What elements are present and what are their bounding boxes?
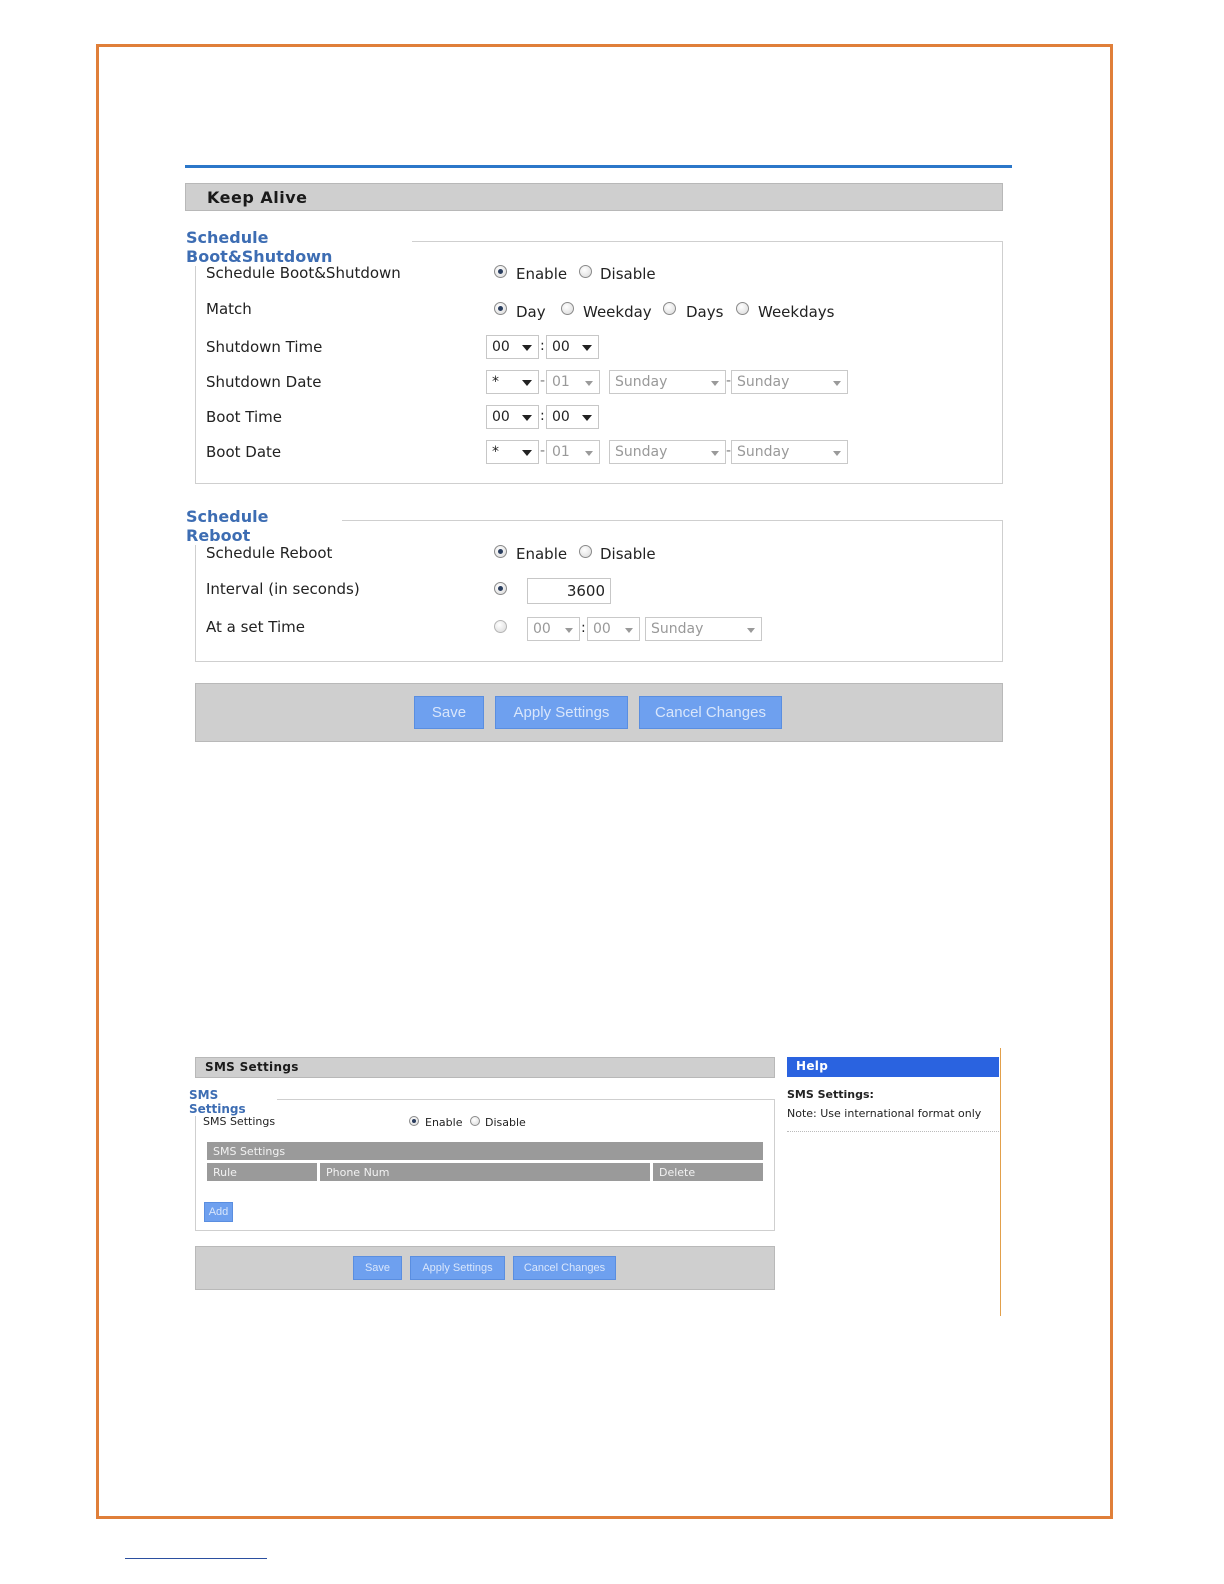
chevron-down-icon [625,628,633,633]
interval-radio[interactable] [494,582,507,595]
sms-enable-radio[interactable] [409,1116,419,1126]
time-separator: : [581,620,586,636]
shutdown-day-select[interactable]: * [486,370,539,394]
boot-shutdown-legend: Schedule Boot&Shutdown [186,228,412,266]
match-weekday-label: Weekday [583,303,652,321]
boot-day-select[interactable]: * [486,440,539,464]
boot-shutdown-enable-label: Enable [516,265,568,283]
chevron-down-icon [585,451,593,456]
chevron-down-icon [522,380,532,386]
boot-shutdown-disable-label: Disable [600,265,656,283]
reboot-enable-label: Enable [516,545,568,563]
date-separator: - [540,443,546,459]
shutdown-date-select[interactable]: 01 [546,370,600,394]
boot-time-label: Boot Time [206,408,283,426]
chevron-down-icon [747,628,755,633]
add-rule-button[interactable]: Add [204,1202,233,1222]
boot-hour-select[interactable]: 00 [486,405,539,429]
match-day-label: Day [516,303,546,321]
help-header [787,1057,999,1077]
cancel-changes-button[interactable]: Cancel Changes [639,696,782,729]
reboot-disable-label: Disable [600,545,656,563]
sms-enable-label: Enable [425,1116,463,1129]
help-side-rule [1000,1048,1001,1316]
help-divider [787,1131,999,1132]
time-separator: : [540,338,545,354]
shutdown-hour-select[interactable]: 00 [486,335,539,359]
chevron-down-icon [711,451,719,456]
boot-shutdown-enable-radio[interactable] [494,265,507,278]
interval-input[interactable]: 3600 [527,578,611,604]
weekday-separator: - [726,443,732,459]
reboot-enable-radio[interactable] [494,545,507,558]
set-time-label: At a set Time [206,618,306,636]
time-separator: : [540,408,545,424]
chevron-down-icon [585,381,593,386]
sms-legend: SMS Settings [189,1088,277,1116]
reboot-weekday-select[interactable]: Sunday [645,617,762,641]
column-header-phone-num: Phone Num [320,1163,650,1181]
boot-shutdown-disable-radio[interactable] [579,265,592,278]
chevron-down-icon [833,451,841,456]
shutdown-minute-select[interactable]: 00 [546,335,599,359]
sms-apply-settings-button[interactable]: Apply Settings [410,1256,505,1280]
save-button[interactable]: Save [414,696,484,729]
keep-alive-title: Keep Alive [207,188,308,207]
sms-disable-label: Disable [485,1116,526,1129]
reboot-legend: Schedule Reboot [186,507,342,545]
chevron-down-icon [582,345,592,351]
help-title: Help [796,1059,829,1073]
footer-rule [125,1558,267,1559]
sms-save-button[interactable]: Save [353,1256,402,1280]
chevron-down-icon [582,415,592,421]
interval-label: Interval (in seconds) [206,580,360,598]
sms-settings-label: SMS Settings [203,1115,276,1128]
schedule-boot-shutdown-label: Schedule Boot&Shutdown [206,264,401,282]
shutdown-time-label: Shutdown Time [206,338,323,356]
keep-alive-header [185,183,1003,211]
sms-disable-radio[interactable] [470,1116,480,1126]
shutdown-from-weekday-select[interactable]: Sunday [609,370,726,394]
column-header-delete: Delete [653,1163,763,1181]
boot-date-select[interactable]: 01 [546,440,600,464]
reboot-minute-select[interactable]: 00 [587,617,640,641]
boot-to-weekday-select[interactable]: Sunday [731,440,848,464]
boot-from-weekday-select[interactable]: Sunday [609,440,726,464]
chevron-down-icon [522,450,532,456]
shutdown-date-label: Shutdown Date [206,373,322,391]
match-days-label: Days [686,303,724,321]
chevron-down-icon [522,345,532,351]
column-header-rule: Rule [207,1163,317,1181]
boot-minute-select[interactable]: 00 [546,405,599,429]
match-weekdays-radio[interactable] [736,302,749,315]
date-separator: - [540,373,546,389]
match-label: Match [206,300,252,318]
chevron-down-icon [711,381,719,386]
schedule-reboot-label: Schedule Reboot [206,544,333,562]
sms-title: SMS Settings [205,1060,299,1074]
weekday-separator: - [726,373,732,389]
match-weekdays-label: Weekdays [758,303,835,321]
match-days-radio[interactable] [663,302,676,315]
set-time-radio[interactable] [494,620,507,633]
chevron-down-icon [522,415,532,421]
help-heading: SMS Settings: [787,1088,874,1101]
apply-settings-button[interactable]: Apply Settings [495,696,628,729]
keep-alive-top-rule [185,165,1012,168]
reboot-disable-radio[interactable] [579,545,592,558]
match-day-radio[interactable] [494,302,507,315]
match-weekday-radio[interactable] [561,302,574,315]
help-note: Note: Use international format only [787,1107,982,1120]
sms-header [195,1057,775,1078]
chevron-down-icon [833,381,841,386]
chevron-down-icon [565,628,573,633]
shutdown-to-weekday-select[interactable]: Sunday [731,370,848,394]
boot-date-label: Boot Date [206,443,282,461]
sms-cancel-changes-button[interactable]: Cancel Changes [513,1256,616,1280]
sms-table-title: SMS Settings [207,1142,763,1160]
reboot-hour-select[interactable]: 00 [527,617,580,641]
